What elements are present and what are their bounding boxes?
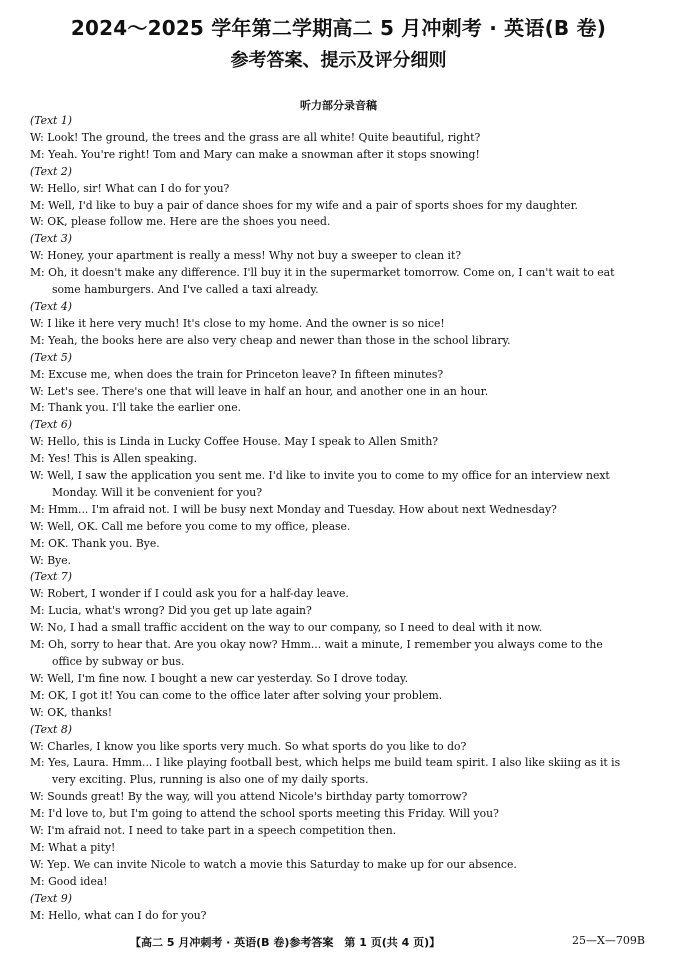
dialogue-line: W: Hello, sir! What can I do for you?	[30, 181, 230, 195]
text-section-label: (Text 3)	[30, 232, 72, 246]
dialogue-line: M: Oh, it doesn't make any difference. I'll buy it in the supermarket tomorrow. Come on, I can't wait to eat	[30, 266, 615, 280]
dialogue-line: M: Hello, what can I do for you?	[30, 908, 207, 922]
document-title: 2024～2025 学年第二学期高二 5 月冲刺考 · 英语(B 卷)	[70, 16, 607, 40]
dialogue-line: M: Thank you. I'll take the earlier one.	[30, 401, 242, 415]
dialogue-line: M: Well, I'd like to buy a pair of dance shoes for my wife and a pair of sports shoes for my daughter.	[30, 198, 578, 212]
dialogue-line: W: No, I had a small traffic accident on the way to our company, so I need to deal with it now.	[30, 621, 543, 635]
transcript-body	[30, 113, 654, 925]
dialogue-line: W: Let's see. There's one that will leave in half an hour, and another one in an hour.	[30, 384, 489, 398]
dialogue-line: very exciting. Plus, running is also one of my daily sports.	[52, 773, 369, 787]
dialogue-line: W: Hello, this is Linda in Lucky Coffee House. May I speak to Allen Smith?	[30, 435, 439, 449]
text-section-label: (Text 2)	[30, 164, 72, 178]
dialogue-line: W: Robert, I wonder if I could ask you for a half-day leave.	[30, 587, 349, 601]
dialogue-line: M: Yeah. You're right! Tom and Mary can make a snowman after it stops snowing!	[30, 147, 480, 161]
dialogue-line: W: Honey, your apartment is really a mess! Why not buy a sweeper to clean it?	[30, 249, 462, 263]
dialogue-line: M: OK. Thank you. Bye.	[30, 536, 160, 550]
text-section-label: (Text 4)	[30, 299, 72, 313]
section-title: 听力部分录音稿	[300, 99, 377, 112]
dialogue-line: some hamburgers. And I've called a taxi already.	[52, 283, 319, 297]
dialogue-line: M: Excuse me, when does the train for Princeton leave? In fifteen minutes?	[30, 367, 444, 381]
dialogue-line: W: I like it here very much! It's close to my home. And the owner is so nice!	[30, 316, 445, 330]
text-section-label: (Text 8)	[30, 722, 72, 736]
dialogue-line: W: I'm afraid not. I need to take part in a speech competition then.	[30, 824, 397, 838]
dialogue-line: W: Look! The ground, the trees and the grass are all white! Quite beautiful, right?	[30, 130, 481, 144]
dialogue-line: M: Yeah, the books here are also very cheap and newer than those in the school library.	[30, 333, 511, 347]
dialogue-line: M: I'd love to, but I'm going to attend the school sports meeting this Friday. Will you?	[30, 807, 499, 821]
dialogue-line: W: Well, I saw the application you sent me. I'd like to invite you to come to my office for an interview next	[30, 469, 610, 483]
dialogue-line: M: Good idea!	[30, 874, 108, 888]
dialogue-line: M: What a pity!	[30, 840, 116, 854]
dialogue-line: M: Oh, sorry to hear that. Are you okay now? Hmm... wait a minute, I remember you always come to the	[30, 638, 603, 652]
dialogue-line: W: OK, please follow me. Here are the shoes you need.	[30, 215, 331, 229]
text-section-label: (Text 6)	[30, 418, 72, 432]
dialogue-line: Monday. Will it be convenient for you?	[52, 485, 262, 499]
dialogue-line: M: OK, I got it! You can come to the office later after solving your problem.	[30, 688, 443, 702]
dialogue-line: M: Lucia, what's wrong? Did you get up late again?	[30, 604, 312, 618]
dialogue-line: M: Yes, Laura. Hmm... I like playing football best, which helps me build team spirit. I also like skiing as it is	[30, 756, 621, 770]
dialogue-line: W: Well, I'm fine now. I bought a new car yesterday. So I drove today.	[30, 671, 409, 685]
dialogue-line: W: Charles, I know you like sports very much. So what sports do you like to do?	[30, 739, 467, 753]
dialogue-line: W: Bye.	[30, 553, 72, 567]
text-section-label: (Text 7)	[30, 570, 72, 584]
dialogue-line: M: Hmm... I'm afraid not. I will be busy next Monday and Tuesday. How about next Wednesday?	[30, 502, 557, 516]
dialogue-line: office by subway or bus.	[52, 655, 185, 668]
document-subtitle: 参考答案、提示及评分细则	[230, 50, 447, 71]
dialogue-line: W: Yep. We can invite Nicole to watch a movie this Saturday to make up for our absence.	[30, 857, 517, 871]
dialogue-line: W: Sounds great! By the way, will you attend Nicole's birthday party tomorrow?	[30, 790, 468, 804]
text-section-label: (Text 5)	[30, 350, 72, 364]
dialogue-line: W: Well, OK. Call me before you come to my office, please.	[30, 519, 351, 533]
footer-code: 25—X—709B	[572, 934, 645, 947]
text-section-label: (Text 9)	[30, 891, 72, 905]
dialogue-line: M: Yes! This is Allen speaking.	[30, 452, 198, 466]
text-section-label: (Text 1)	[30, 114, 72, 127]
footer-page-info: 【高二 5 月冲刺考 · 英语(B 卷)参考答案 第 1 页(共 4 页)】	[130, 936, 441, 949]
dialogue-line: W: OK, thanks!	[30, 705, 113, 719]
